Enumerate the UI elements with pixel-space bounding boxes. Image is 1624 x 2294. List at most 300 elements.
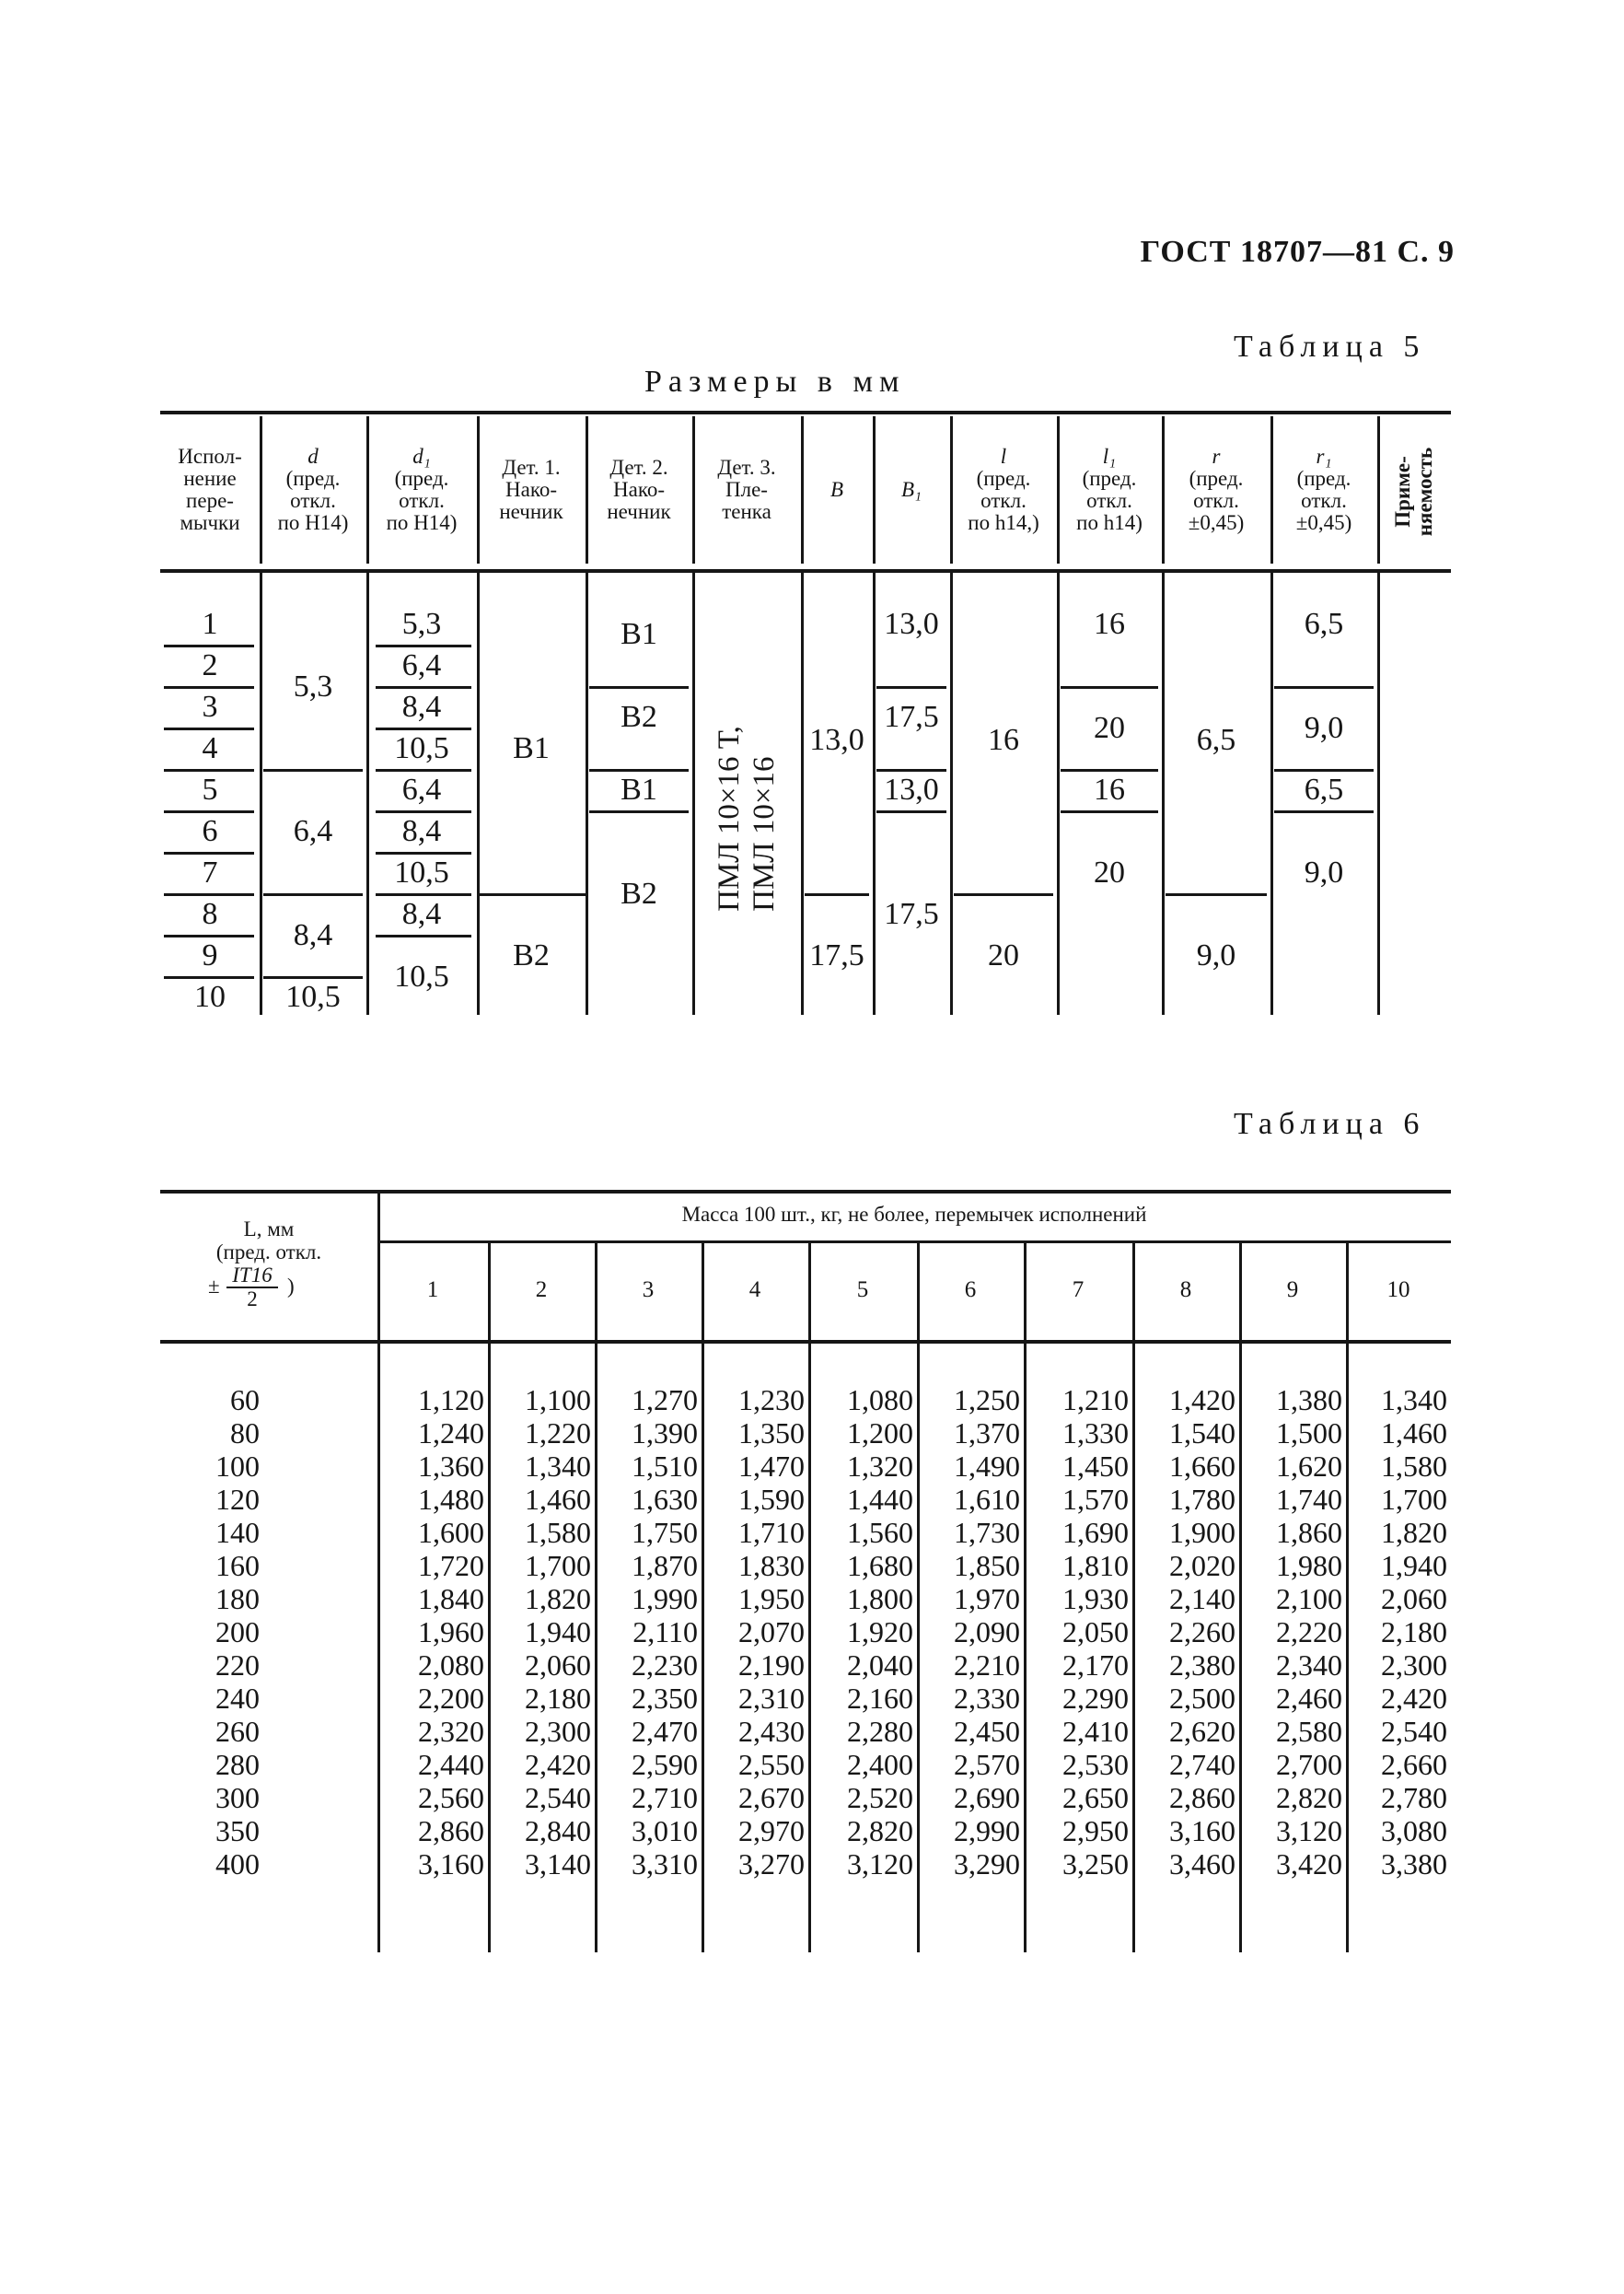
- table5-divider: [876, 810, 946, 813]
- table6-l-header-numerator: IT16: [226, 1263, 278, 1288]
- table5-header-d1-col-line4: по H14): [386, 511, 458, 534]
- table5-header-l-col-line3: откл.: [980, 489, 1027, 512]
- table5-header-d-col-line3: откл.: [290, 489, 336, 512]
- table5-d1-value: 8,4: [401, 897, 442, 931]
- table6-mass-value: 2,470: [632, 1715, 698, 1748]
- table6-mass-value: 1,860: [1276, 1516, 1342, 1549]
- table6-mass-value: 1,740: [1276, 1483, 1342, 1516]
- table6-mass-value: 1,250: [954, 1383, 1020, 1416]
- table6-mass-value: 2,060: [525, 1648, 591, 1682]
- table6-mass-value: 2,350: [632, 1682, 698, 1715]
- table6-l-header-line2: (пред. откл.: [215, 1240, 322, 1263]
- table5-divider: [164, 810, 254, 813]
- table6-mass-value: 2,540: [525, 1781, 591, 1814]
- table6-mass-value: 2,550: [738, 1748, 805, 1781]
- table6-mass-value: 1,840: [418, 1582, 484, 1615]
- table6-mass-value: 1,390: [632, 1416, 698, 1450]
- table6-mass-value: 1,980: [1276, 1549, 1342, 1582]
- table6-mass-value: 1,510: [632, 1450, 698, 1483]
- table6-execution-3: 3: [642, 1277, 655, 1302]
- table6-mass-value: 2,140: [1169, 1582, 1235, 1615]
- table6-mass-header: Масса 100 шт., кг, не более, перемычек исполнений: [681, 1203, 1147, 1226]
- table5-execution-5: 5: [202, 773, 218, 807]
- table6-mass-value: 2,860: [418, 1814, 484, 1847]
- table6-l-header-pm: ±: [208, 1275, 220, 1298]
- table5-d-value: 10,5: [285, 980, 341, 1014]
- table5-det2-value: B2: [621, 700, 657, 735]
- table6-mass-value: 2,970: [738, 1814, 805, 1847]
- table6-execution-6: 6: [964, 1277, 977, 1302]
- table5-body-separator: [692, 573, 695, 1015]
- table6-mass-value: 2,320: [418, 1715, 484, 1748]
- table5-l1-value: 20: [1094, 710, 1125, 745]
- table6-mass-value: 2,740: [1169, 1748, 1235, 1781]
- table5-divider: [805, 893, 869, 896]
- table5-header-l-col: [950, 446, 1057, 534]
- table5-header-det2-col: [586, 457, 692, 523]
- table6-mass-value: 2,620: [1169, 1715, 1235, 1748]
- table5-header-r-col-line1: r: [1212, 445, 1221, 468]
- table5-divider: [164, 852, 254, 855]
- table5-header-r1-col-line1: r₁: [1316, 445, 1332, 468]
- table6-l-header-close: ): [287, 1275, 295, 1298]
- table6-mass-value: 2,700: [1276, 1748, 1342, 1781]
- table6-mass-value: 1,320: [847, 1450, 913, 1483]
- table6-mass-value: 2,340: [1276, 1648, 1342, 1682]
- table6-l-value: 300: [215, 1781, 260, 1814]
- table6-mass-value: 1,660: [1169, 1450, 1235, 1483]
- table5-divider: [263, 976, 363, 979]
- table6-mass-value: 1,340: [525, 1450, 591, 1483]
- table5-header-separator: [1377, 416, 1380, 564]
- table6-mass-value: 1,710: [738, 1516, 805, 1549]
- table6-mass-value: 2,110: [632, 1615, 698, 1648]
- table6-mass-value: 3,160: [418, 1847, 484, 1881]
- table6-mass-value: 2,430: [738, 1715, 805, 1748]
- table6-mass-value: 1,590: [738, 1483, 805, 1516]
- table5-header-det1-col-line1: Дет. 1.: [502, 456, 561, 479]
- table5-d-value: 6,4: [293, 814, 333, 848]
- table5-divider: [376, 686, 471, 689]
- table6-mass-value: 1,970: [954, 1582, 1020, 1615]
- table6-mass-value: 2,500: [1169, 1682, 1235, 1715]
- table6-mass-value: 1,950: [738, 1582, 805, 1615]
- table6-mass-value: 1,830: [738, 1549, 805, 1582]
- table5-det2-value: B2: [621, 876, 657, 911]
- table6-mass-value: 2,330: [954, 1682, 1020, 1715]
- table5-header-det1-col-line2: Нако-: [505, 478, 557, 501]
- table6-mass-value: 1,720: [418, 1549, 484, 1582]
- table6-l-value: 220: [215, 1648, 260, 1682]
- table5-d-value: 8,4: [293, 917, 333, 952]
- table6-l-header: [160, 1217, 377, 1308]
- table6-l-value: 240: [215, 1682, 260, 1715]
- table5-d1-value: 8,4: [401, 690, 442, 724]
- table5-divider: [376, 645, 471, 647]
- table6-mass-value: 2,200: [418, 1682, 484, 1715]
- table5-header-r-col-line4: ±0,45): [1188, 511, 1245, 534]
- table6-mass-value: 3,010: [632, 1814, 698, 1847]
- table5-header-l1-col-line1: l₁: [1102, 445, 1117, 468]
- table5-det3-line1: ПМЛ 10×16 Т,: [713, 726, 746, 912]
- table5-divider: [1166, 893, 1267, 896]
- table6-mass-value: 1,700: [525, 1549, 591, 1582]
- table5-r1-value: 9,0: [1304, 710, 1344, 745]
- table6-mass-value: 2,860: [1169, 1781, 1235, 1814]
- table6-mass-value: 2,990: [954, 1814, 1020, 1847]
- table6-mass-value: 3,290: [954, 1847, 1020, 1881]
- table6-mass-value: 1,500: [1276, 1416, 1342, 1450]
- table5-r1-value: 9,0: [1304, 856, 1344, 890]
- table5-divider: [376, 852, 471, 855]
- table5-header-r1-col-line3: откл.: [1301, 489, 1347, 512]
- table5-divider: [164, 769, 254, 772]
- table5-b-value: 13,0: [809, 723, 864, 757]
- table6-mass-value: 2,840: [525, 1814, 591, 1847]
- table6-mass-value: 1,960: [418, 1615, 484, 1648]
- table6-mass-value: 1,820: [1381, 1516, 1447, 1549]
- table5-divider: [164, 645, 254, 647]
- table6-mass-value: 1,610: [954, 1483, 1020, 1516]
- table6-mass-value: 1,380: [1276, 1383, 1342, 1416]
- table5-header-r1-col-line2: (пред.: [1296, 467, 1351, 490]
- table5-det2-value: B1: [621, 773, 657, 807]
- table6-mass-value: 1,820: [525, 1582, 591, 1615]
- table5-d1-value: 5,3: [401, 607, 442, 641]
- table6-mass-value: 2,160: [847, 1682, 913, 1715]
- table6-mass-value: 2,190: [738, 1648, 805, 1682]
- table5-divider: [1061, 686, 1158, 689]
- table5-execution-7: 7: [202, 856, 218, 890]
- table5-header-exec-col-line3: пере-: [186, 489, 234, 512]
- page-header: ГОСТ 18707—81 С. 9: [1140, 235, 1455, 269]
- table6-mass-value: 1,330: [1062, 1416, 1129, 1450]
- table6-l-value: 200: [215, 1615, 260, 1648]
- table5-header-l-col-line1: l: [1000, 445, 1007, 468]
- table6-execution-1: 1: [426, 1277, 439, 1302]
- table6-l-header-denominator: 2: [247, 1287, 258, 1310]
- table5-header-usage-line2: няемость: [1413, 447, 1436, 537]
- table5-execution-3: 3: [202, 690, 218, 724]
- table5-header-det2-col-line3: нечник: [607, 500, 671, 523]
- table5-execution-4: 4: [202, 731, 218, 765]
- table5-header-exec-col-line4: мычки: [180, 511, 240, 534]
- table5-header-usage: [1392, 448, 1436, 536]
- table6-caption: Таблица 6: [1234, 1107, 1426, 1141]
- table6-mass-value: 2,580: [1276, 1715, 1342, 1748]
- table5-header-det3-col-line3: тенка: [722, 500, 771, 523]
- table6-mass-value: 1,460: [1381, 1416, 1447, 1450]
- table6-execution-2: 2: [535, 1277, 548, 1302]
- table5-d1-value: 10,5: [394, 856, 449, 890]
- table5-r-value: 9,0: [1196, 938, 1236, 972]
- table5-header-l-col-line2: (пред.: [976, 467, 1031, 490]
- table5-l-value: 20: [988, 938, 1019, 972]
- table6-mass-value: 1,940: [525, 1615, 591, 1648]
- table5-divider: [1061, 810, 1158, 813]
- table5-units: Размеры в мм: [644, 365, 906, 399]
- table5-execution-8: 8: [202, 897, 218, 931]
- table6-mass-value: 2,590: [632, 1748, 698, 1781]
- table5-header-det2-col-line2: Нако-: [613, 478, 665, 501]
- table5-execution-10: 10: [194, 980, 226, 1014]
- table6-mass-value: 2,520: [847, 1781, 913, 1814]
- table5-header-rule: [160, 569, 1451, 573]
- table6-mass-value: 2,710: [632, 1781, 698, 1814]
- table5-l1-value: 20: [1094, 856, 1125, 890]
- table6-l-value: 140: [215, 1516, 260, 1549]
- table5-divider: [164, 728, 254, 730]
- table5-divider: [1274, 810, 1374, 813]
- table6-mass-value: 3,080: [1381, 1814, 1447, 1847]
- table5-header-d1-col-line1: d₁: [412, 445, 431, 468]
- table6-mass-value: 1,600: [418, 1516, 484, 1549]
- table6-mass-value: 2,780: [1381, 1781, 1447, 1814]
- table5-l1-value: 16: [1094, 773, 1125, 807]
- table6-mass-value: 2,410: [1062, 1715, 1129, 1748]
- table6-mass-value: 2,040: [847, 1648, 913, 1682]
- table6-mass-value: 2,170: [1062, 1648, 1129, 1682]
- table6-mass-value: 2,290: [1062, 1682, 1129, 1715]
- table6-mass-value: 2,440: [418, 1748, 484, 1781]
- table5-header-b-col-line1: B: [829, 478, 844, 501]
- table5-divider: [164, 893, 254, 896]
- table5-execution-6: 6: [202, 814, 218, 848]
- table5-header-d-col-line1: d: [307, 445, 319, 468]
- table6-mass-value: 2,090: [954, 1615, 1020, 1648]
- table6-mass-value: 2,400: [847, 1748, 913, 1781]
- table6-mass-value: 1,580: [1381, 1450, 1447, 1483]
- table5-header-l1-col: [1057, 446, 1162, 534]
- table6-mass-value: 3,120: [1276, 1814, 1342, 1847]
- table6-header-rule: [160, 1340, 1451, 1344]
- table5-b1-value: 17,5: [884, 897, 939, 931]
- table6-mass-value: 1,630: [632, 1483, 698, 1516]
- table5-d1-value: 6,4: [401, 648, 442, 682]
- table6-mass-value: 2,080: [418, 1648, 484, 1682]
- table6-mass-value: 3,140: [525, 1847, 591, 1881]
- table6-mass-value: 1,930: [1062, 1582, 1129, 1615]
- table5-b-value: 17,5: [809, 938, 864, 972]
- table6-mass-value: 1,900: [1169, 1516, 1235, 1549]
- table5-divider: [376, 810, 471, 813]
- table5-d1-value: 10,5: [394, 959, 449, 994]
- table6-mass-value: 1,480: [418, 1483, 484, 1516]
- table6-mass-value: 2,820: [1276, 1781, 1342, 1814]
- table6-mass-value: 1,440: [847, 1483, 913, 1516]
- table5-header-det3-col-line2: Пле-: [725, 478, 768, 501]
- table6-execution-4: 4: [748, 1277, 761, 1302]
- table5-header-det1-col-line3: нечник: [499, 500, 563, 523]
- table5-header-exec-col-line2: нение: [183, 467, 237, 490]
- table5-header-l1-col-line2: (пред.: [1082, 467, 1137, 490]
- table5-divider: [164, 935, 254, 937]
- table6-mass-value: 2,690: [954, 1781, 1020, 1814]
- table5-r1-value: 6,5: [1304, 773, 1344, 807]
- table5-header-l1-col-line3: откл.: [1086, 489, 1132, 512]
- table5-r1-value: 6,5: [1304, 607, 1344, 641]
- table5-divider: [1061, 769, 1158, 772]
- table6-mass-value: 1,990: [632, 1582, 698, 1615]
- table6-l-value: 160: [215, 1549, 260, 1582]
- table5-det3-values: [712, 726, 782, 912]
- table5-header-d1-col-line3: откл.: [399, 489, 445, 512]
- table6-l-header-line1: L, мм: [243, 1217, 295, 1240]
- table5-divider: [164, 976, 254, 979]
- table6-mass-value: 1,420: [1169, 1383, 1235, 1416]
- table6-mass-value: 1,370: [954, 1416, 1020, 1450]
- table5-det1-value: B2: [513, 938, 550, 972]
- table5-l1-value: 16: [1094, 607, 1125, 641]
- table6-mass-value: 1,940: [1381, 1549, 1447, 1582]
- table5-r-value: 6,5: [1196, 723, 1236, 757]
- table6-l-value: 80: [230, 1416, 260, 1450]
- table5-divider: [263, 769, 363, 772]
- table6-l-value: 180: [215, 1582, 260, 1615]
- table6-mass-value: 2,660: [1381, 1748, 1447, 1781]
- table5-header-r-col-line2: (пред.: [1189, 467, 1244, 490]
- table5-divider: [876, 769, 946, 772]
- table6-mass-value: 2,570: [954, 1748, 1020, 1781]
- table6-mass-value: 1,080: [847, 1383, 913, 1416]
- table6-mass-value: 2,650: [1062, 1781, 1129, 1814]
- table5-header-d-col: [260, 446, 366, 534]
- table6-l-value: 400: [215, 1847, 260, 1881]
- table6-execution-7: 7: [1072, 1277, 1085, 1302]
- table6-mass-value: 1,120: [418, 1383, 484, 1416]
- table6-mass-value: 1,540: [1169, 1416, 1235, 1450]
- table6-mass-value: 2,540: [1381, 1715, 1447, 1748]
- table6-mass-value: 2,070: [738, 1615, 805, 1648]
- table5-header-r1-col: [1270, 446, 1377, 534]
- table6-mass-header-divider: [377, 1240, 1451, 1243]
- table6-execution-5: 5: [856, 1277, 869, 1302]
- table6-mass-value: 1,870: [632, 1549, 698, 1582]
- table6-mass-value: 2,060: [1381, 1582, 1447, 1615]
- table6-mass-value: 2,230: [632, 1648, 698, 1682]
- table5-divider: [589, 810, 689, 813]
- table5-header-d-col-line4: по H14): [277, 511, 349, 534]
- table5-header-d-col-line2: (пред.: [285, 467, 341, 490]
- table6-top-rule: [160, 1190, 1451, 1194]
- table6-mass-value: 3,380: [1381, 1847, 1447, 1881]
- table5-execution-1: 1: [202, 607, 218, 641]
- table5-b1-value: 13,0: [884, 607, 939, 641]
- table6-l-value: 280: [215, 1748, 260, 1781]
- table5-divider: [954, 893, 1053, 896]
- table5-det3-line2: ПМЛ 10×16: [748, 756, 781, 912]
- table6-mass-value: 2,670: [738, 1781, 805, 1814]
- table6-l-value: 120: [215, 1483, 260, 1516]
- table6-mass-value: 2,380: [1169, 1648, 1235, 1682]
- table6-mass-value: 1,490: [954, 1450, 1020, 1483]
- table5-divider: [376, 769, 471, 772]
- table5-header-d1-col: [366, 446, 477, 534]
- table6-mass-value: 1,240: [418, 1416, 484, 1450]
- table6-mass-value: 1,800: [847, 1582, 913, 1615]
- table5-divider: [376, 935, 471, 937]
- table6-mass-value: 2,180: [525, 1682, 591, 1715]
- table5-execution-9: 9: [202, 938, 218, 972]
- table6-mass-value: 1,690: [1062, 1516, 1129, 1549]
- table6-mass-value: 2,300: [525, 1715, 591, 1748]
- table5-divider: [376, 893, 471, 896]
- table6-mass-value: 2,100: [1276, 1582, 1342, 1615]
- table6-mass-value: 1,270: [632, 1383, 698, 1416]
- table5-header-exec-col-line1: Испол-: [178, 445, 242, 468]
- table6-mass-value: 2,420: [1381, 1682, 1447, 1715]
- table5-top-rule: [160, 411, 1451, 414]
- table6-mass-value: 1,750: [632, 1516, 698, 1549]
- table6-mass-value: 2,560: [418, 1781, 484, 1814]
- table6-mass-value: 2,820: [847, 1814, 913, 1847]
- table6-mass-value: 2,460: [1276, 1682, 1342, 1715]
- table6-mass-value: 1,100: [525, 1383, 591, 1416]
- table5-header-det3-col: [692, 457, 801, 523]
- table6-mass-value: 2,180: [1381, 1615, 1447, 1648]
- table6-mass-value: 3,420: [1276, 1847, 1342, 1881]
- table5-header-det3-col-line1: Дет. 3.: [717, 456, 776, 479]
- table5-body-separator: [1377, 573, 1380, 1015]
- table6-mass-value: 1,730: [954, 1516, 1020, 1549]
- table5-header-b-col: [801, 479, 873, 501]
- table6-mass-value: 3,270: [738, 1847, 805, 1881]
- table5-l-value: 16: [988, 723, 1019, 757]
- table5-header-r1-col-line4: ±0,45): [1295, 511, 1352, 534]
- table5-header-b1-col: [873, 479, 950, 501]
- table6-mass-value: 1,470: [738, 1450, 805, 1483]
- table6-mass-value: 1,460: [525, 1483, 591, 1516]
- table6-mass-value: 2,260: [1169, 1615, 1235, 1648]
- table6-mass-value: 1,680: [847, 1549, 913, 1582]
- table5-d1-value: 6,4: [401, 773, 442, 807]
- table5-divider: [164, 686, 254, 689]
- table5-header-l-col-line4: по h14,): [968, 511, 1039, 534]
- table5-header-det1-col: [477, 457, 586, 523]
- table5-divider: [477, 893, 586, 896]
- table5-header-l1-col-line4: по h14): [1076, 511, 1143, 534]
- table6-l-value: 260: [215, 1715, 260, 1748]
- table6-mass-value: 1,850: [954, 1549, 1020, 1582]
- table5-header-usage-line1: Приме-: [1391, 456, 1414, 528]
- table5-divider: [589, 769, 689, 772]
- table6-mass-value: 3,460: [1169, 1847, 1235, 1881]
- table5-header-d1-col-line2: (пред.: [394, 467, 449, 490]
- table6-mass-value: 2,210: [954, 1648, 1020, 1682]
- table6-mass-value: 2,450: [954, 1715, 1020, 1748]
- table6-mass-value: 1,920: [847, 1615, 913, 1648]
- table6-mass-value: 1,700: [1381, 1483, 1447, 1516]
- table6-mass-value: 1,210: [1062, 1383, 1129, 1416]
- table6-l-value: 60: [230, 1383, 260, 1416]
- table6-l-value: 100: [215, 1450, 260, 1483]
- table5-divider: [1274, 769, 1374, 772]
- table6-mass-value: 2,300: [1381, 1648, 1447, 1682]
- table6-mass-value: 2,050: [1062, 1615, 1129, 1648]
- table5-header-b1-col-line1: B₁: [900, 478, 922, 501]
- table6-mass-value: 1,580: [525, 1516, 591, 1549]
- table6-mass-value: 2,310: [738, 1682, 805, 1715]
- table5-divider: [876, 686, 946, 689]
- table5-divider: [376, 728, 471, 730]
- table6-mass-value: 2,280: [847, 1715, 913, 1748]
- table6-mass-value: 1,350: [738, 1416, 805, 1450]
- table6-mass-value: 1,620: [1276, 1450, 1342, 1483]
- table5-divider: [263, 893, 363, 896]
- table6-mass-value: 2,950: [1062, 1814, 1129, 1847]
- table6-execution-8: 8: [1179, 1277, 1192, 1302]
- table5-d1-value: 10,5: [394, 731, 449, 765]
